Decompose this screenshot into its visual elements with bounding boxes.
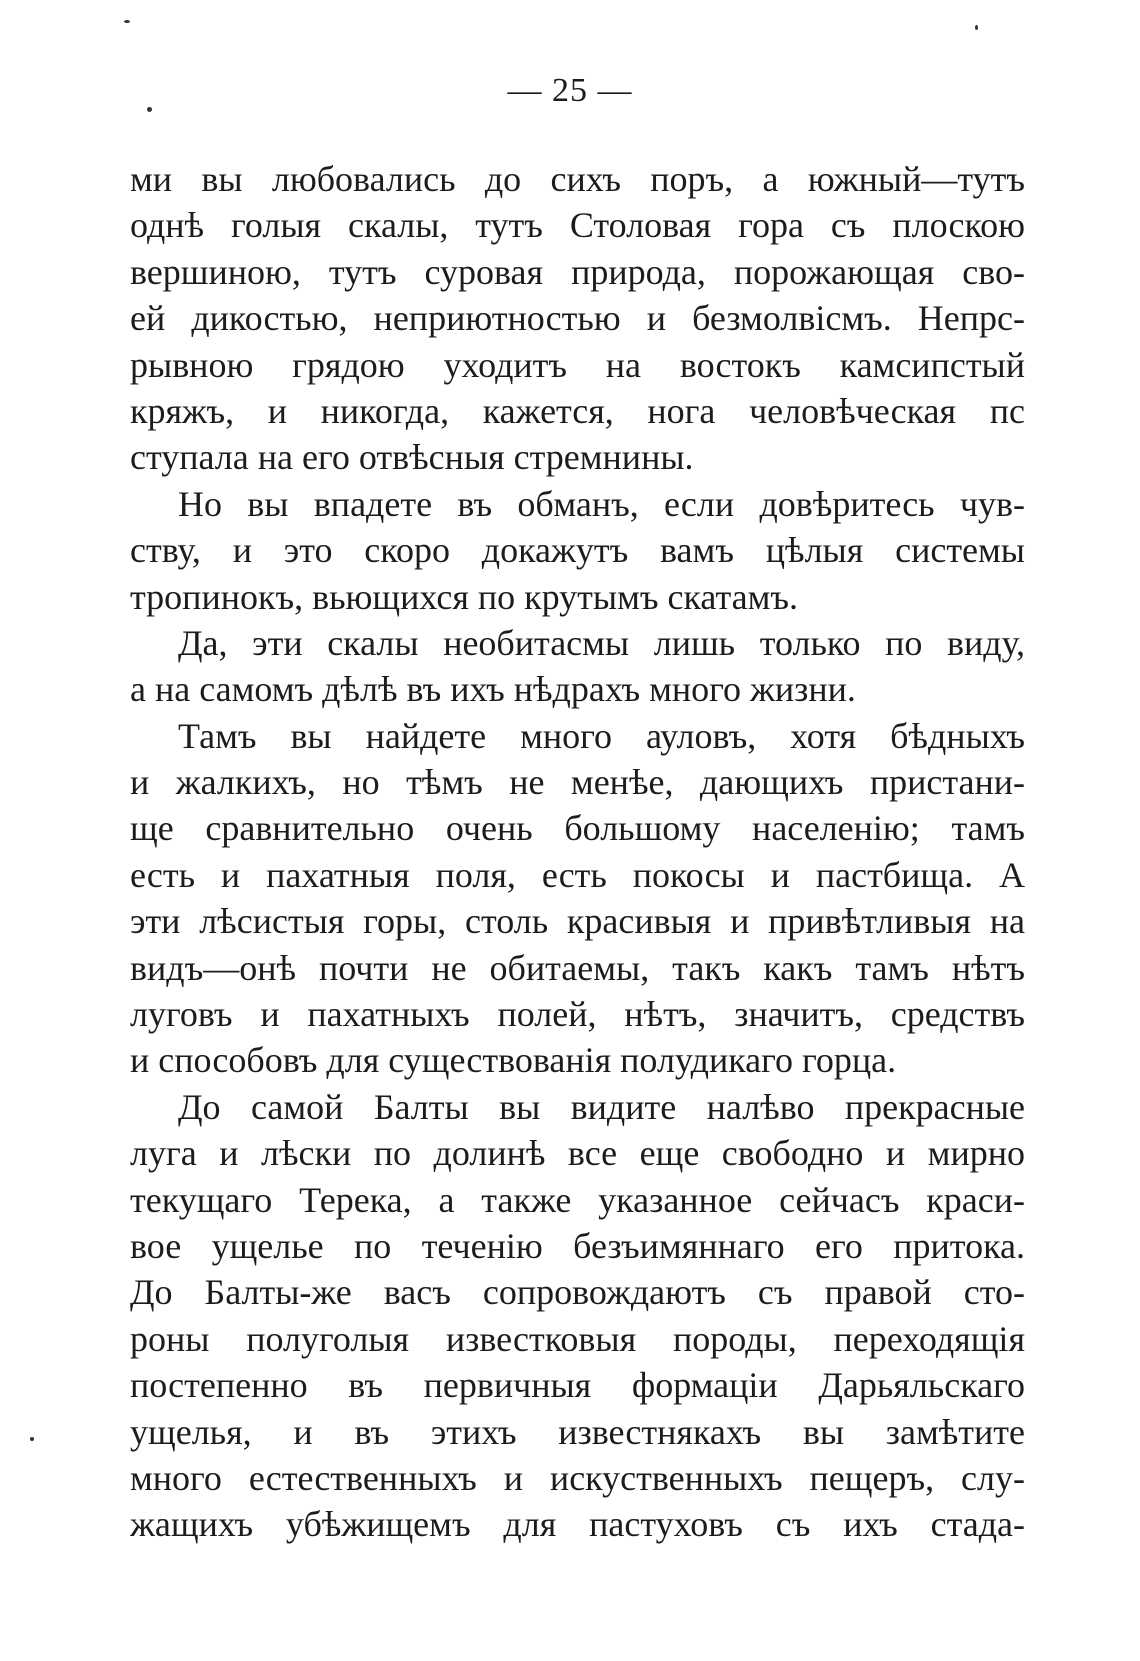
text-line: видъ—онѣ почти не обитаемы, такъ какъ тамъ нѣтъ xyxy=(130,947,1025,988)
text-line: вое ущелье по теченію безъимяннаго его притока. xyxy=(130,1225,1025,1266)
text-line: эти лѣсистыя горы, столь красивыя и привѣтливыя на xyxy=(130,901,1025,942)
text-line: роны полуголыя известковыя породы, переходящія xyxy=(130,1318,1025,1359)
text-line: есть и пахатныя поля, есть покосы и пастбища. А xyxy=(130,854,1025,895)
text-line: текущаго Терека, а также указанное сейчасъ краси- xyxy=(130,1179,1025,1220)
text-line: кряжъ, и никогда, кажется, нога человѣческая пс xyxy=(130,390,1025,431)
print-speck xyxy=(124,20,130,23)
text-line: луга и лѣски по долинѣ все еще свободно и мирно xyxy=(130,1133,1025,1174)
text-line: ще сравнительно очень большому населенію; тамъ xyxy=(130,808,1025,849)
text-line: ми вы любовались до сихъ поръ, а южный—тутъ xyxy=(130,159,1025,199)
text-line: вершиною, тутъ суровая природа, порожающая сво- xyxy=(130,251,1025,292)
text-line: однѣ голыя скалы, тутъ Столовая гора съ плоскою xyxy=(130,205,1025,246)
text-line: и жалкихъ, но тѣмъ не менѣе, дающихъ пристани- xyxy=(130,762,1025,803)
text-line: ей дикостью, неприютностью и безмолвісмъ. Непрс- xyxy=(130,298,1025,339)
text-line: Но вы впадете въ обманъ, если довѣритесь чув- xyxy=(178,483,1025,524)
text-line: Да, эти скалы необитасмы лишь только по виду, xyxy=(178,622,1025,663)
text-line: До самой Балты вы видите налѣво прекрасные xyxy=(178,1086,1025,1127)
body-text xyxy=(130,156,1025,1548)
text-line: много естественныхъ и искуственныхъ пещеръ, слу- xyxy=(130,1457,1025,1498)
text-line: До Балты-же васъ сопровождаютъ съ правой сто- xyxy=(130,1272,1025,1313)
text-line: а на самомъ дѣлѣ въ ихъ нѣдрахъ много жизни. xyxy=(130,669,856,710)
print-speck xyxy=(147,107,152,112)
text-line: и способовъ для существованія полудикаго горца. xyxy=(130,1040,897,1081)
text-line: ству, и это скоро докажутъ вамъ цѣлыя системы xyxy=(130,530,1025,571)
print-speck xyxy=(30,1437,34,1441)
text-line: Тамъ вы найдете много ауловъ, хотя бѣдныхъ xyxy=(178,715,1025,756)
text-line: ущелья, и въ этихъ известнякахъ вы замѣтите xyxy=(130,1411,1025,1452)
print-speck xyxy=(975,25,978,30)
text-line: тропинокъ, вьющихся по крутымъ скатамъ. xyxy=(130,576,798,617)
text-line: постепенно въ первичныя формаціи Дарьяльскаго xyxy=(130,1365,1025,1406)
text-line: ступала на его отвѣсныя стремнины. xyxy=(130,437,694,478)
text-line: жащихъ убѣжищемъ для пастуховъ съ ихъ стада- xyxy=(130,1504,1025,1545)
text-line: рывною грядою уходитъ на востокъ камсипстый xyxy=(130,344,1025,385)
text-line: луговъ и пахатныхъ полей, нѣтъ, значитъ, средствъ xyxy=(130,994,1025,1035)
page-number: — 25 — xyxy=(507,72,633,109)
